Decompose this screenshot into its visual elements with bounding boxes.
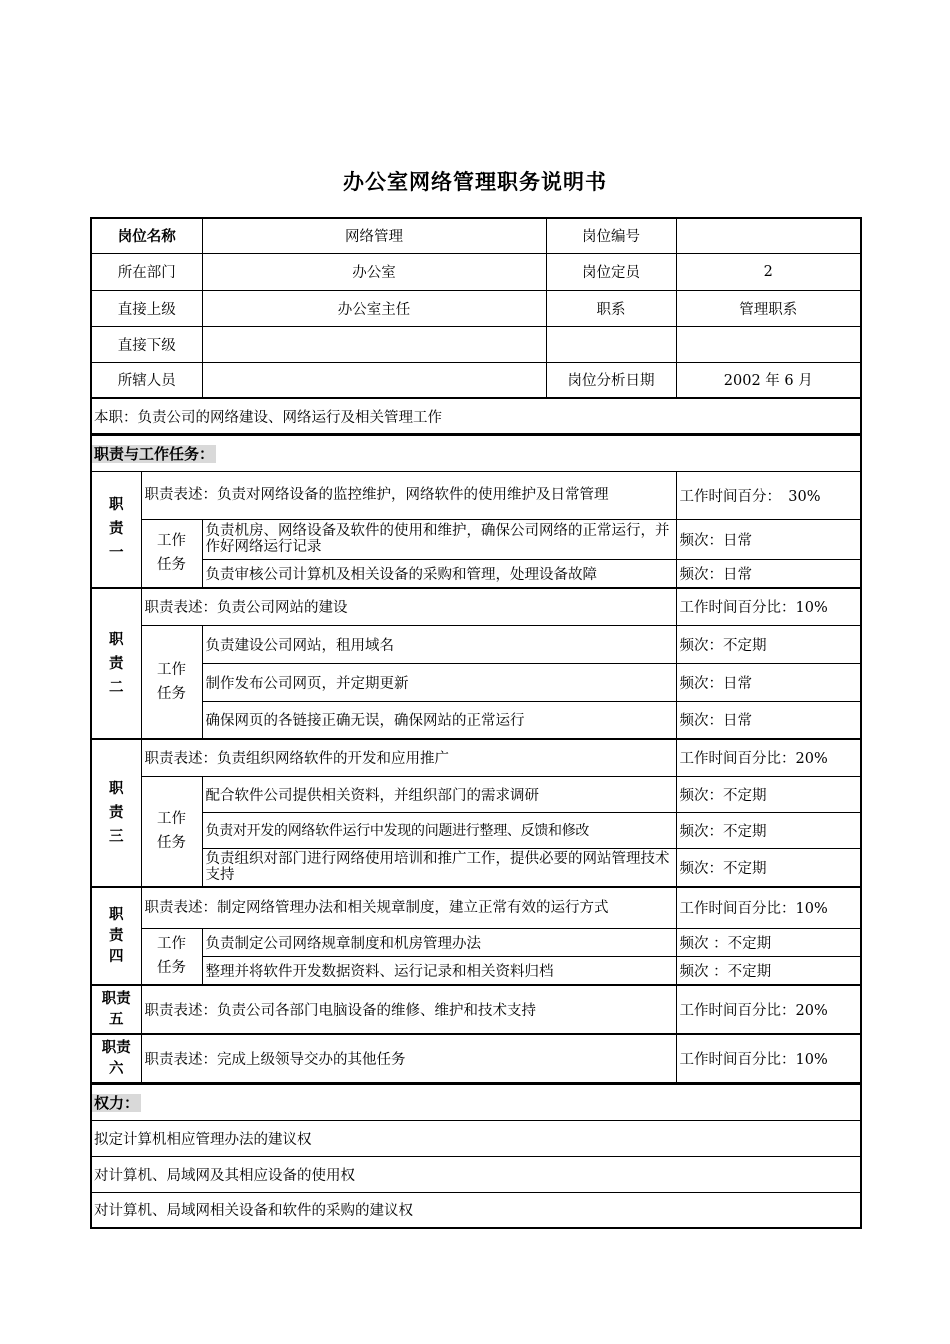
duty-2-statement: 职责表述：负责公司网站的建设 [141, 588, 676, 625]
duty-4-time: 工作时间百分比：10% [676, 887, 861, 928]
job-summary: 本职：负责公司的网络建设、网络运行及相关管理工作 [91, 398, 861, 434]
position-name-value: 网络管理 [202, 218, 546, 253]
work-task-label: 工作 任务 [141, 519, 202, 588]
analysis-date-value: 2002 年 6 月 [676, 362, 861, 398]
position-no-label: 岗位编号 [546, 218, 676, 253]
dept-value: 办公室 [202, 253, 546, 290]
duty-1-task-2-freq: 频次：日常 [676, 559, 861, 588]
governed-label: 所辖人员 [91, 362, 202, 398]
duty-4-task-2: 整理并将软件开发数据资料、运行记录和相关资料归档 [202, 956, 676, 985]
subordinate-label: 直接下级 [91, 326, 202, 362]
duty-1-label: 职 责 一 [91, 471, 141, 588]
duty-1-task-2: 负责审核公司计算机及相关设备的采购和管理，处理设备故障 [202, 559, 676, 588]
superior-value: 办公室主任 [202, 290, 546, 326]
duty-3-task-3-freq: 频次：不定期 [676, 848, 861, 887]
duties-table [90, 434, 862, 1084]
duty-5-label: 职责 五 [91, 985, 141, 1034]
duty-4-task-1-freq: 频次 ：不定期 [676, 928, 861, 956]
superior-label: 直接上级 [91, 290, 202, 326]
duty-4-task-1: 负责制定公司网络规章制度和机房管理办法 [202, 928, 676, 956]
duty-1-time: 工作时间百分： 30% [676, 471, 861, 519]
position-name-label: 岗位名称 [91, 218, 202, 253]
duty-1-task-1: 负责机房、网络设备及软件的使用和维护，确保公司网络的正常运行，并作好网络运行记录 [202, 519, 676, 559]
duty-2-task-1-freq: 频次：不定期 [676, 625, 861, 663]
basic-info-table [90, 217, 862, 435]
duty-2-task-2: 制作发布公司网页，并定期更新 [202, 663, 676, 701]
duty-1-task-1-freq: 频次：日常 [676, 519, 861, 559]
duty-5-statement: 职责表述：负责公司各部门电脑设备的维修、维护和技术支持 [141, 985, 676, 1034]
dept-label: 所在部门 [91, 253, 202, 290]
series-value: 管理职系 [676, 290, 861, 326]
authority-item-2: 对计算机、局域网及其相应设备的使用权 [91, 1156, 861, 1192]
duty-4-statement: 职责表述：制定网络管理办法和相关规章制度，建立正常有效的运行方式 [141, 887, 676, 928]
duty-3-task-1-freq: 频次：不定期 [676, 776, 861, 812]
duty-3-task-2: 负责对开发的网络软件运行中发现的问题进行整理、反馈和修改 [202, 812, 676, 848]
authority-heading-row [91, 1084, 861, 1120]
duty-6-statement: 职责表述：完成上级领导交办的其他任务 [141, 1034, 676, 1083]
duty-3-task-2-freq: 频次：不定期 [676, 812, 861, 848]
authority-heading: 权力： [94, 1093, 140, 1112]
duty-2-label: 职 责 二 [91, 588, 141, 739]
duty-2-task-2-freq: 频次：日常 [676, 663, 861, 701]
duty-3-statement: 职责表述：负责组织网络软件的开发和应用推广 [141, 739, 676, 776]
duties-heading-row [91, 435, 861, 471]
duty-3-time: 工作时间百分比：20% [676, 739, 861, 776]
authority-table [90, 1083, 862, 1229]
duty-2-time: 工作时间百分比：10% [676, 588, 861, 625]
duty-5-time: 工作时间百分比：20% [676, 985, 861, 1034]
empty-cell [546, 326, 676, 362]
quota-label: 岗位定员 [546, 253, 676, 290]
analysis-date-label: 岗位分析日期 [546, 362, 676, 398]
governed-value [202, 362, 546, 398]
duty-4-task-2-freq: 频次 ：不定期 [676, 956, 861, 985]
duty-2-task-3-freq: 频次：日常 [676, 701, 861, 739]
duty-2-task-3: 确保网页的各链接正确无误，确保网站的正常运行 [202, 701, 676, 739]
duty-3-task-3: 负责组织对部门进行网络使用培训和推广工作，提供必要的网站管理技术支持 [202, 848, 676, 887]
work-task-label: 工作 任务 [141, 776, 202, 887]
subordinate-value [202, 326, 546, 362]
duty-3-task-1: 配合软件公司提供相关资料，并组织部门的需求调研 [202, 776, 676, 812]
empty-cell [676, 326, 861, 362]
duties-heading: 职责与工作任务： [94, 444, 215, 463]
duty-4-label: 职 责 四 [91, 887, 141, 985]
work-task-label: 工作 任务 [141, 928, 202, 985]
duty-6-label: 职责 六 [91, 1034, 141, 1083]
duty-2-task-1: 负责建设公司网站，租用域名 [202, 625, 676, 663]
series-label: 职系 [546, 290, 676, 326]
authority-item-1: 拟定计算机相应管理办法的建议权 [91, 1120, 861, 1156]
duty-6-time: 工作时间百分比：10% [676, 1034, 861, 1083]
authority-item-3: 对计算机、局域网相关设备和软件的采购的建议权 [91, 1192, 861, 1228]
work-task-label: 工作 任务 [141, 625, 202, 739]
duty-3-label: 职 责 三 [91, 739, 141, 887]
quota-value: 2 [676, 253, 861, 290]
duty-1-statement: 职责表述：负责对网络设备的监控维护，网络软件的使用维护及日常管理 [141, 471, 676, 519]
position-no-value [676, 218, 861, 253]
document-title: 办公室网络管理职务说明书 [343, 170, 607, 194]
